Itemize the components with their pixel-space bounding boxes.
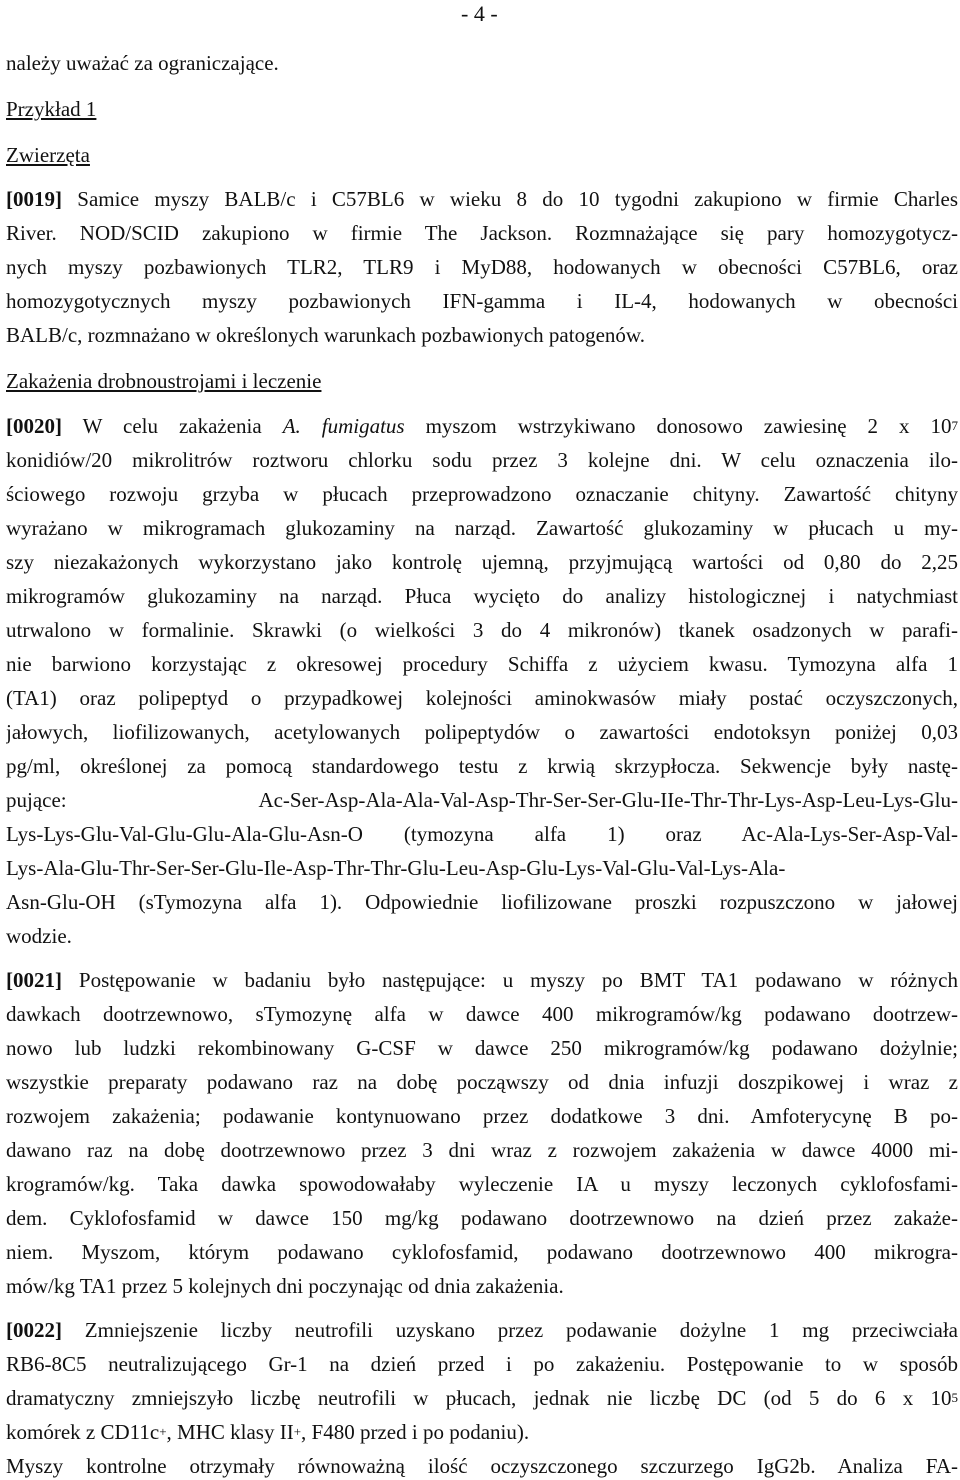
superscript: 5 [951,1390,958,1405]
paragraph-line: nych myszy pozbawionych TLR2, TLR9 i MyD88, hodowanych w obecności C57BL6, oraz [6,255,958,279]
paragraph-line: pg/ml, określonej za pomocą standardowego testu z krwią skrzypłocza. Sekwencje były nastę- [6,754,958,778]
paragraph-line: homozygotycznych myszy pozbawionych IFN-gamma i IL-4, hodowanych w obecności [6,289,958,313]
paragraph-line: BALB/c, rozmnażano w określonych warunkach pozbawionych patogenów. [6,323,645,347]
intro-text: należy uważać za ograniczające. [6,51,279,75]
paragraph-line [6,787,958,813]
infections-heading: Zakażenia drobnoustrojami i leczenie [6,369,322,393]
paragraph-line [6,1317,958,1343]
paragraph-line: nie barwiono korzystając z okresowej procedury Schiffa z użyciem kwasu. Tymozyna alfa 1 [6,652,958,676]
paragraph-line: niem. Myszom, którym podawano cyklofosfamid, podawano dootrzewnowo 400 mikrogra- [6,1240,958,1264]
paragraph-line: jałowych, liofilizowanych, acetylowanych polipeptydów o zawartości endotoksyn poniżej 0,03 [6,720,958,744]
text-span: Zmniejszenie liczby neutrofili uzyskano przez podawanie dożylne 1 mg przeciwciała [84,1318,958,1342]
paragraph-line: konidiów/20 mikrolitrów roztworu chlorku sodu przez 3 kolejne dni. W celu oznaczenia ilo- [6,448,958,472]
text-span: Samice myszy BALB/c i C57BL6 w wieku 8 do 10 tygodni zakupiono w firmie Charles [77,187,958,211]
superscript: 7 [951,418,958,433]
paragraph-ref: [0020] [6,414,62,438]
text-span: Postępowanie w badaniu było następujące: u myszy po BMT TA1 podawano w różnych [78,968,958,992]
paragraph-line [6,1385,958,1411]
paragraph-line: Lys-Lys-Glu-Val-Glu-Glu-Ala-Glu-Asn-O (tymozyna alfa 1) oraz Ac-Ala-Lys-Ser-Asp-Val- [6,822,958,846]
paragraph-line: wszystkie preparaty podawano raz na dobę począwszy od dnia infuzji doszpikowej i wraz z [6,1070,958,1094]
paragraph-line [6,186,958,212]
paragraph-line: krogramów/kg. Taka dawka spowodowałaby wyleczenie IA u myszy leczonych cyklofosfami- [6,1172,958,1196]
text-span: W celu zakażenia [82,414,262,438]
superscript: + [293,1424,302,1439]
paragraph-ref: [0022] [6,1318,62,1342]
text-span: dramatyczny zmniejszyło liczbę neutrofili w płucach, jednak nie liczbę DC (od 5 do 6 x 10 [6,1386,952,1410]
paragraph-line: mikrogramów glukozaminy na narząd. Płuca wycięto do analizy histologicznej i natychmiast [6,584,958,608]
paragraph-line: RB6-8C5 neutralizującego Gr-1 na dzień przed i po zakażeniu. Postępowanie to w sposób [6,1352,958,1376]
text-span: komórek z CD11c [6,1420,160,1444]
paragraph-line: wyrażano w mikrogramach glukozaminy na narząd. Zawartość glukozaminy w płucach u my- [6,516,958,540]
example-heading: Przykład 1 [6,97,97,121]
animals-heading: Zwierzęta [6,143,90,167]
paragraph-line: (TA1) oraz polipeptyd o przypadkowej kolejności aminokwasów miały postać oczyszczonych, [6,686,958,710]
paragraph-line: dawano raz na dobę dootrzewnowo przez 3 dni wraz z rozwojem zakażenia w dawce 4000 mi- [6,1138,958,1162]
species-name: A. fumigatus [282,414,405,438]
page-number: - 4 - [461,1,498,26]
paragraph-line: Lys-Ala-Glu-Thr-Ser-Ser-Glu-Ile-Asp-Thr-Thr-Glu-Leu-Asp-Glu-Lys-Val-Glu-Val-Lys-Ala- [6,856,786,880]
paragraph-line: dawkach dootrzewnowo, sTymozynę alfa w dawce 400 mikrogramów/kg podawano dootrzew- [6,1002,958,1026]
paragraph-line: ściowego rozwoju grzyba w płucach przeprowadzono oznaczanie chityny. Zawartość chityny [6,482,958,506]
sequence-text: Ac-Ser-Asp-Ala-Ala-Val-Asp-Thr-Ser-Ser-Glu-IIe-Thr-Thr-Lys-Asp-Leu-Lys-Glu- [258,788,958,812]
paragraph-line: River. NOD/SCID zakupiono w firmie The Jackson. Rozmnażające się pary homozygotycz- [6,221,958,245]
paragraph-line: wodzie. [6,924,72,948]
paragraph-line [6,413,958,439]
paragraph-line [6,1419,958,1445]
paragraph-line: Asn-Glu-OH (sTymozyna alfa 1). Odpowiednie liofilizowane proszki rozpuszczono w jałowej [6,890,958,914]
paragraph-line: szy niezakażonych wykorzystano jako kontrolę ujemną, przyjmującą wartości od 0,80 do 2,25 [6,550,958,574]
text-span: , F480 przed i po podaniu). [301,1420,530,1444]
paragraph-line: mów/kg TA1 przez 5 kolejnych dni poczynając od dnia zakażenia. [6,1274,564,1298]
last-line: Myszy kontrolne otrzymały równoważną ilość oczyszczonego szczurzego IgG2b. Analiza FA- [6,1454,958,1478]
paragraph-line: rozwojem zakażenia; podawanie kontynuowano przez dodatkowe 3 dni. Amfoterycynę B po- [6,1104,958,1128]
paragraph-line [6,967,958,993]
paragraph-line: nowo lub ludzki rekombinowany G-CSF w dawce 250 mikrogramów/kg podawano dożylnie; [6,1036,958,1060]
superscript: + [159,1424,167,1439]
paragraph-ref: [0019] [6,187,62,211]
paragraph-line: utrwalono w formalinie. Skrawki (o wielkości 3 do 4 mikronów) tkanek osadzonych w parafi- [6,618,958,642]
text-span: , MHC klasy II [166,1420,294,1444]
paragraph-line: dem. Cyklofosfamid w dawce 150 mg/kg podawano dootrzewnowo na dzień przez zakaże- [6,1206,958,1230]
text-span: myszom wstrzykiwano donosowo zawiesinę 2 x 10 [425,414,952,438]
paragraph-ref: [0021] [6,968,62,992]
text-span: pujące: [6,788,67,812]
